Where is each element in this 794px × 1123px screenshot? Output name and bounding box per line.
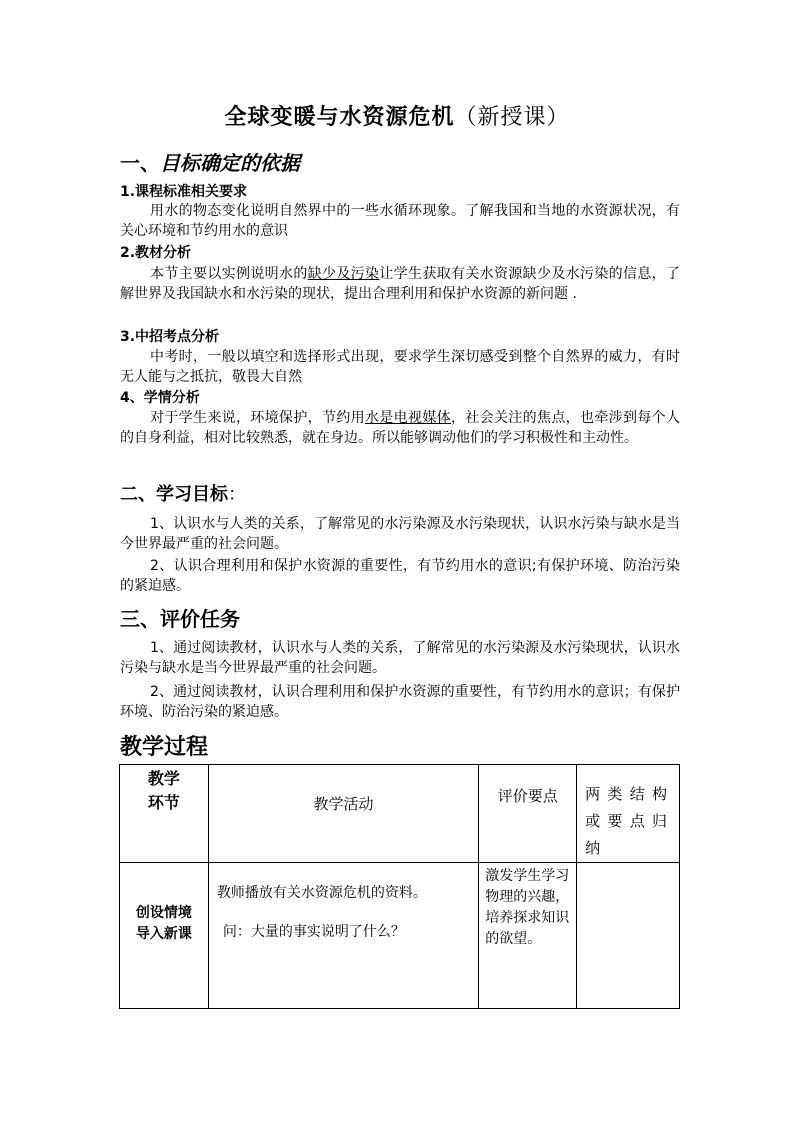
row-activity bbox=[208, 863, 478, 1009]
item1-text: 用水的物态变化说明自然界中的一些水循环现象。了解我国和当地的水资源状况，有关心环境和节约用水的意识 bbox=[120, 203, 680, 239]
header-summary: 两类结构或要点归纳 bbox=[577, 765, 680, 863]
title-sub: （新授课） bbox=[454, 105, 570, 130]
document-title bbox=[0, 100, 794, 131]
row-stage-line1: 创设情境 bbox=[135, 905, 192, 921]
section3-heading: 三、评价任务 bbox=[120, 607, 240, 631]
item2-text-underline: 缺少及污染 bbox=[307, 266, 380, 282]
section1-title: 目标确定的依据 bbox=[160, 151, 300, 175]
header-stage-line1: 教学 bbox=[147, 769, 180, 788]
row-stage-line2: 导入新课 bbox=[135, 926, 192, 942]
header-eval: 评价要点 bbox=[479, 765, 577, 863]
item4-label: 4、学情分析 bbox=[120, 390, 200, 406]
item4-text bbox=[120, 408, 680, 448]
section2-heading bbox=[120, 480, 246, 506]
process-heading: 教学过程 bbox=[120, 735, 209, 760]
section2-colon: ： bbox=[228, 484, 246, 505]
item1-label: 1.课程标准相关要求 bbox=[120, 184, 248, 200]
row-activity-line2: 问：大量的事实说明了什么？ bbox=[222, 924, 405, 940]
section1-heading bbox=[120, 147, 300, 176]
title-main: 全球变暖与水资源危机 bbox=[224, 105, 455, 130]
teaching-process-table bbox=[119, 764, 680, 1009]
section3-task-2: 2、通过阅读教材，认识合理利用和保护水资源的重要性，有节约用水的意识；有保护环境、防治污染的紧迫感。 bbox=[120, 684, 680, 720]
item2-text-a: 本节主要以实例说明水的 bbox=[150, 266, 308, 282]
header-stage-line2: 环节 bbox=[147, 793, 180, 812]
table-row bbox=[120, 863, 680, 1009]
header-stage bbox=[120, 765, 209, 863]
table-header-row bbox=[120, 765, 680, 863]
item4-text-b: ，社会关注的焦点，也牵涉到每个人的自身利益，相对比较熟悉，就在身边。所以能够调动他们的学习积极性和主动性。 bbox=[120, 410, 680, 446]
section1-number: 一、 bbox=[120, 151, 160, 175]
row-summary bbox=[577, 863, 680, 1009]
item3-text: 中考时，一般以填空和选择形式出现，要求学生深切感受到整个自然界的威力，有时无人能与之抵抗，敬畏大自然 bbox=[120, 349, 680, 385]
section2-goal-2: 2、认识合理利用和保护水资源的重要性，有节约用水的意识;有保护环境、防治污染的紧迫感。 bbox=[120, 558, 680, 594]
item4-text-a: 对于学生来说，环境保护，节约用 bbox=[150, 410, 365, 426]
item2-text-b: 让学生获取有关水资源缺少及水污染的信息，了解世界及我国缺水和水污染的现状，提出合理利用和保护水资源的新问题 . bbox=[120, 266, 681, 302]
header-activity: 教学活动 bbox=[208, 765, 478, 863]
row-eval: 激发学生学习物理的兴趣，培养探求知识的欲望。 bbox=[479, 863, 577, 1009]
section3-task-1: 1、通过阅读教材，认识水与人类的关系，了解常见的水污染源及水污染现状，认识水污染与缺水是当今世界最严重的社会问题。 bbox=[120, 640, 680, 676]
item2-text bbox=[120, 264, 680, 304]
row-stage bbox=[120, 863, 209, 1009]
section2-goal-1: 1、认识水与人类的关系，了解常见的水污染源及水污染现状，认识水污染与缺水是当今世界最严重的社会问题。 bbox=[120, 516, 680, 552]
row-activity-line1: 教师播放有关水资源危机的资料。 bbox=[216, 885, 427, 901]
section2-title: 二、学习目标 bbox=[120, 484, 228, 505]
item2-label: 2.教材分析 bbox=[120, 245, 192, 261]
item4-text-underline: 水是电视媒体 bbox=[365, 410, 451, 426]
item3-label: 3.中招考点分析 bbox=[120, 329, 220, 345]
